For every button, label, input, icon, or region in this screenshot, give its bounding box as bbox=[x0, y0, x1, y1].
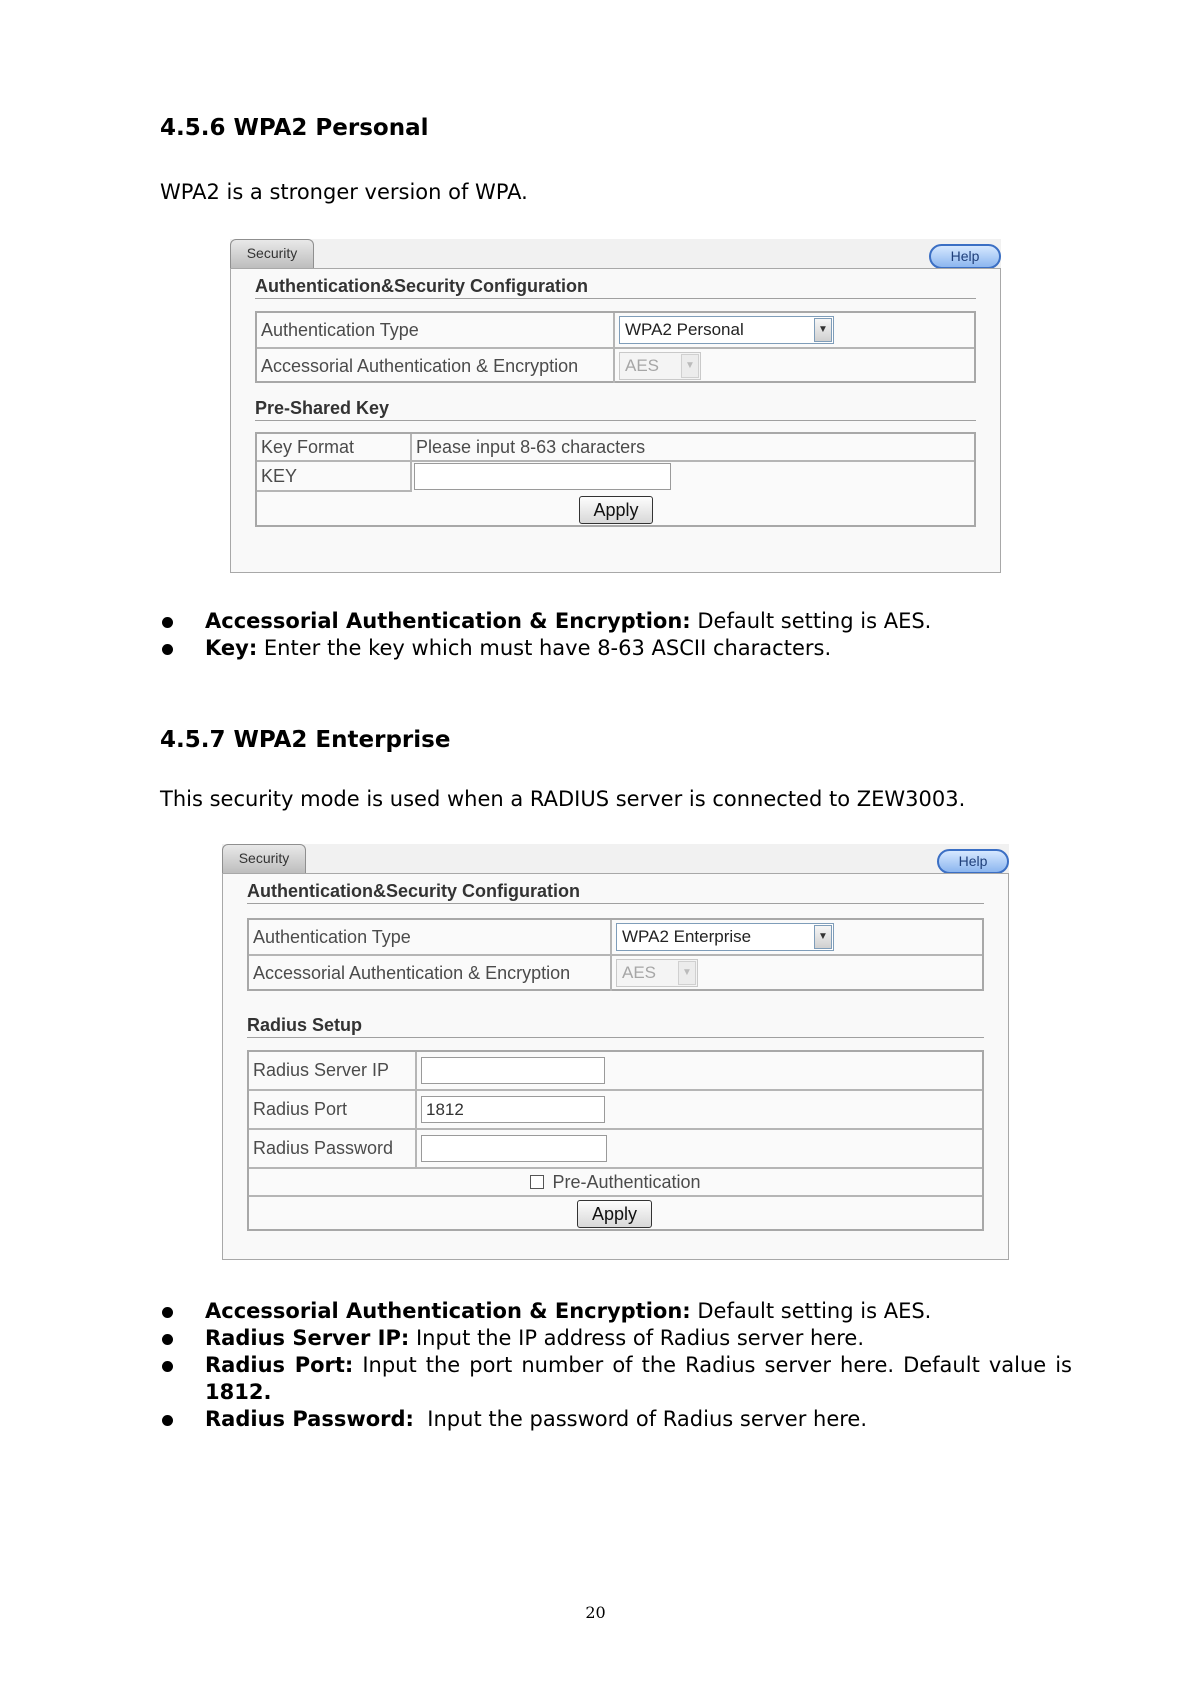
bullet-text: Default setting is AES. bbox=[690, 1299, 932, 1323]
preauth-checkbox[interactable] bbox=[530, 1175, 544, 1189]
list-item bbox=[160, 1352, 1072, 1406]
radius-section-title: Radius Setup bbox=[247, 1015, 363, 1035]
help-button[interactable]: Help bbox=[937, 849, 1009, 874]
section-divider bbox=[247, 1037, 984, 1038]
chevron-down-icon: ▼ bbox=[678, 961, 696, 985]
config-frame bbox=[230, 268, 1001, 573]
key-input[interactable] bbox=[414, 463, 671, 490]
bullet-icon bbox=[162, 1415, 173, 1426]
auth-type-label: Authentication Type bbox=[249, 920, 612, 954]
key-format-value: Please input 8-63 characters bbox=[416, 436, 646, 457]
list-item bbox=[160, 1406, 1072, 1433]
port-label: Radius Port bbox=[249, 1091, 417, 1128]
section-heading-wpa2-enterprise: 4.5.7 WPA2 Enterprise bbox=[160, 727, 451, 753]
port-input[interactable]: 1812 bbox=[421, 1096, 605, 1123]
page-number: 20 bbox=[585, 1603, 606, 1622]
accessorial-label: Accessorial Authentication & Encryption bbox=[257, 349, 615, 383]
preauth-label: Pre-Authentication bbox=[552, 1171, 701, 1192]
apply-button[interactable]: Apply bbox=[577, 1200, 652, 1228]
preauth-row bbox=[249, 1169, 982, 1197]
bullet-icon bbox=[162, 1307, 173, 1318]
bullet-term: Radius Password: bbox=[205, 1407, 414, 1431]
accessorial-label: Accessorial Authentication & Encryption bbox=[249, 956, 612, 991]
auth-table bbox=[255, 311, 976, 383]
config-section-title: Authentication&Security Configuration bbox=[255, 276, 588, 296]
psk-section-title: Pre-Shared Key bbox=[255, 398, 390, 418]
bullet-text: Input the port number of the Radius server here. Default value is bbox=[353, 1353, 1073, 1377]
radius-table bbox=[247, 1050, 984, 1231]
auth-type-value: WPA2 Personal bbox=[625, 320, 744, 339]
security-panel-enterprise bbox=[222, 844, 1009, 1260]
accessorial-select bbox=[616, 959, 698, 987]
accessorial-select bbox=[619, 352, 701, 380]
bullet-icon bbox=[162, 644, 173, 655]
server-ip-input[interactable] bbox=[421, 1057, 605, 1084]
chevron-down-icon: ▼ bbox=[814, 925, 832, 949]
bullet-text: Input the IP address of Radius server here. bbox=[409, 1326, 864, 1350]
accessorial-row bbox=[257, 349, 974, 383]
security-tab[interactable]: Security bbox=[230, 239, 314, 268]
bullet-icon bbox=[162, 617, 173, 628]
server-ip-row bbox=[249, 1052, 982, 1091]
help-button[interactable]: Help bbox=[929, 244, 1001, 269]
config-section-title: Authentication&Security Configuration bbox=[247, 881, 580, 901]
password-input[interactable] bbox=[421, 1135, 607, 1162]
section-heading-wpa2-personal: 4.5.6 WPA2 Personal bbox=[160, 115, 429, 141]
section-intro-wpa2-enterprise: This security mode is used when a RADIUS server is connected to ZEW3003. bbox=[160, 787, 966, 811]
accessorial-row bbox=[249, 956, 982, 991]
key-row bbox=[257, 462, 974, 492]
bullet-text: Default setting is AES. bbox=[690, 609, 932, 633]
bullet-text: Enter the key which must have 8-63 ASCII characters. bbox=[257, 636, 832, 660]
bullet-list-enterprise bbox=[160, 1298, 1072, 1433]
section-divider bbox=[255, 298, 976, 299]
section-divider bbox=[247, 903, 984, 904]
password-row bbox=[249, 1130, 982, 1169]
bullet-term: Key: bbox=[205, 636, 258, 660]
bullet-list-personal bbox=[160, 608, 1072, 662]
section-intro-wpa2-personal: WPA2 is a stronger version of WPA. bbox=[160, 180, 528, 204]
server-ip-label: Radius Server IP bbox=[249, 1052, 417, 1089]
auth-type-value: WPA2 Enterprise bbox=[622, 927, 752, 946]
password-label: Radius Password bbox=[249, 1130, 417, 1167]
accessorial-value: AES bbox=[625, 356, 660, 375]
accessorial-value: AES bbox=[622, 963, 657, 982]
section-divider bbox=[255, 420, 976, 421]
auth-table bbox=[247, 918, 984, 991]
security-tab[interactable]: Security bbox=[222, 844, 306, 873]
key-format-label: Key Format bbox=[257, 434, 412, 460]
bullet-icon bbox=[162, 1361, 173, 1372]
list-item bbox=[160, 1298, 1072, 1325]
config-frame bbox=[222, 873, 1009, 1260]
bullet-term: Radius Port: bbox=[205, 1353, 354, 1377]
bullet-term: Radius Server IP: bbox=[205, 1326, 410, 1350]
security-panel-personal bbox=[230, 239, 1001, 573]
bullet-term: Accessorial Authentication & Encryption: bbox=[205, 1299, 691, 1323]
list-item bbox=[160, 1325, 1072, 1352]
bullet-term: Accessorial Authentication & Encryption: bbox=[205, 609, 691, 633]
list-item bbox=[160, 608, 1072, 635]
auth-type-select[interactable] bbox=[619, 316, 834, 344]
key-format-row bbox=[257, 434, 974, 462]
auth-type-label: Authentication Type bbox=[257, 313, 615, 347]
bullet-term: 1812. bbox=[205, 1380, 272, 1404]
list-item bbox=[160, 635, 1072, 662]
port-row bbox=[249, 1091, 982, 1130]
chevron-down-icon: ▼ bbox=[814, 318, 832, 342]
key-label: KEY bbox=[257, 462, 412, 492]
apply-button[interactable]: Apply bbox=[579, 496, 653, 524]
chevron-down-icon: ▼ bbox=[681, 354, 699, 378]
bullet-icon bbox=[162, 1334, 173, 1345]
bullet-text: Input the password of Radius server here. bbox=[413, 1407, 868, 1431]
psk-table bbox=[255, 432, 976, 527]
auth-type-select[interactable] bbox=[616, 923, 834, 951]
auth-type-row bbox=[257, 313, 974, 349]
auth-type-row bbox=[249, 920, 982, 956]
